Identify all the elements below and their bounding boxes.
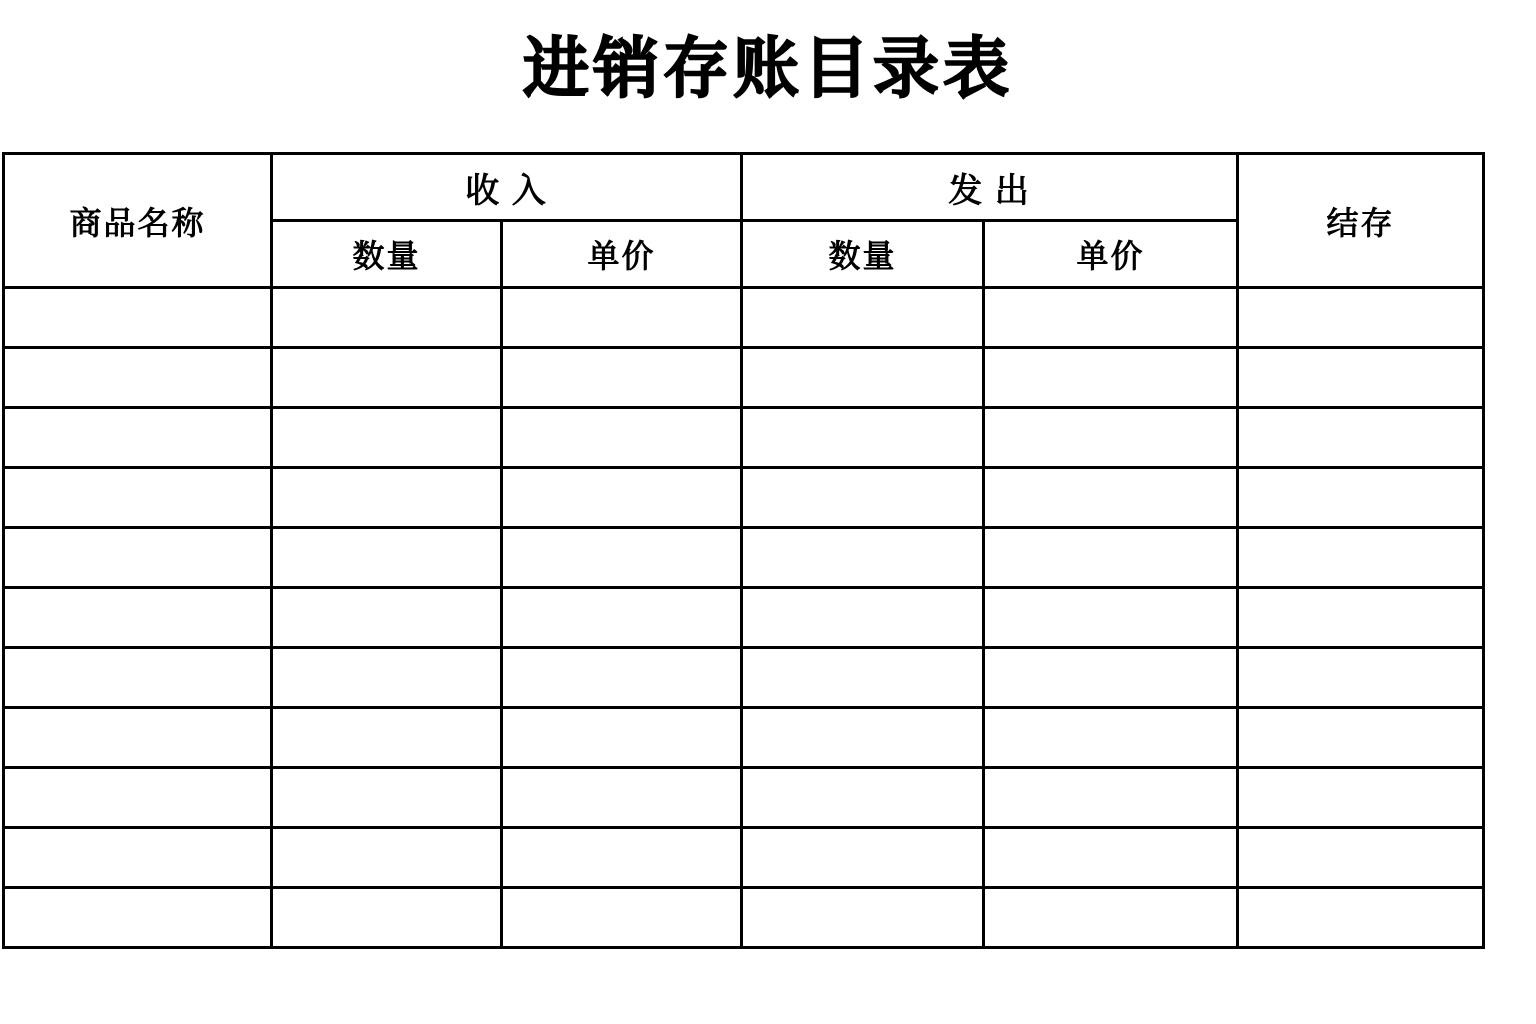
cell-outgo-qty[interactable] bbox=[742, 708, 984, 768]
ledger-table-container bbox=[2, 152, 1482, 949]
table-row bbox=[4, 528, 1484, 588]
table-body bbox=[4, 288, 1484, 948]
cell-outgo-qty[interactable] bbox=[742, 348, 984, 408]
cell-balance[interactable] bbox=[1238, 588, 1484, 648]
cell-outgo-qty[interactable] bbox=[742, 288, 984, 348]
cell-income-price[interactable] bbox=[502, 288, 742, 348]
cell-product-name[interactable] bbox=[4, 588, 272, 648]
cell-income-qty[interactable] bbox=[272, 348, 502, 408]
table-row bbox=[4, 288, 1484, 348]
cell-product-name[interactable] bbox=[4, 648, 272, 708]
cell-income-qty[interactable] bbox=[272, 828, 502, 888]
cell-product-name[interactable] bbox=[4, 708, 272, 768]
cell-product-name[interactable] bbox=[4, 828, 272, 888]
header-row-main bbox=[4, 154, 1484, 221]
cell-balance[interactable] bbox=[1238, 528, 1484, 588]
table-header bbox=[4, 154, 1484, 288]
cell-income-price[interactable] bbox=[502, 408, 742, 468]
header-outgo-qty: 数量 bbox=[742, 221, 984, 288]
cell-income-qty[interactable] bbox=[272, 648, 502, 708]
cell-income-price[interactable] bbox=[502, 768, 742, 828]
header-product-name: 商品名称 bbox=[4, 154, 272, 288]
cell-income-price[interactable] bbox=[502, 468, 742, 528]
cell-product-name[interactable] bbox=[4, 408, 272, 468]
cell-outgo-qty[interactable] bbox=[742, 648, 984, 708]
cell-income-price[interactable] bbox=[502, 588, 742, 648]
cell-income-price[interactable] bbox=[502, 888, 742, 948]
table-row bbox=[4, 348, 1484, 408]
cell-income-qty[interactable] bbox=[272, 528, 502, 588]
cell-outgo-qty[interactable] bbox=[742, 588, 984, 648]
cell-balance[interactable] bbox=[1238, 408, 1484, 468]
cell-outgo-qty[interactable] bbox=[742, 528, 984, 588]
cell-income-price[interactable] bbox=[502, 708, 742, 768]
table-row bbox=[4, 708, 1484, 768]
cell-balance[interactable] bbox=[1238, 348, 1484, 408]
cell-income-qty[interactable] bbox=[272, 288, 502, 348]
cell-outgo-price[interactable] bbox=[984, 288, 1238, 348]
cell-outgo-qty[interactable] bbox=[742, 408, 984, 468]
cell-product-name[interactable] bbox=[4, 888, 272, 948]
cell-outgo-qty[interactable] bbox=[742, 468, 984, 528]
cell-product-name[interactable] bbox=[4, 348, 272, 408]
cell-income-price[interactable] bbox=[502, 828, 742, 888]
cell-income-qty[interactable] bbox=[272, 708, 502, 768]
table-row bbox=[4, 888, 1484, 948]
cell-income-qty[interactable] bbox=[272, 888, 502, 948]
header-income: 收 入 bbox=[272, 154, 742, 221]
cell-outgo-price[interactable] bbox=[984, 408, 1238, 468]
header-income-qty: 数量 bbox=[272, 221, 502, 288]
cell-outgo-price[interactable] bbox=[984, 708, 1238, 768]
table-row bbox=[4, 828, 1484, 888]
cell-outgo-price[interactable] bbox=[984, 648, 1238, 708]
page-title: 进销存账目录表 bbox=[523, 30, 1013, 107]
cell-product-name[interactable] bbox=[4, 288, 272, 348]
cell-outgo-qty[interactable] bbox=[742, 888, 984, 948]
cell-product-name[interactable] bbox=[4, 528, 272, 588]
cell-income-qty[interactable] bbox=[272, 588, 502, 648]
cell-income-qty[interactable] bbox=[272, 768, 502, 828]
cell-outgo-price[interactable] bbox=[984, 828, 1238, 888]
table-row bbox=[4, 408, 1484, 468]
header-balance: 结存 bbox=[1238, 154, 1484, 288]
cell-outgo-price[interactable] bbox=[984, 528, 1238, 588]
ledger-table bbox=[2, 152, 1485, 949]
cell-income-price[interactable] bbox=[502, 528, 742, 588]
cell-outgo-price[interactable] bbox=[984, 468, 1238, 528]
cell-income-price[interactable] bbox=[502, 648, 742, 708]
table-row bbox=[4, 648, 1484, 708]
header-outgo: 发 出 bbox=[742, 154, 1238, 221]
table-row bbox=[4, 768, 1484, 828]
cell-outgo-qty[interactable] bbox=[742, 768, 984, 828]
cell-income-price[interactable] bbox=[502, 348, 742, 408]
cell-outgo-price[interactable] bbox=[984, 348, 1238, 408]
cell-balance[interactable] bbox=[1238, 768, 1484, 828]
cell-outgo-qty[interactable] bbox=[742, 828, 984, 888]
header-outgo-price: 单价 bbox=[984, 221, 1238, 288]
cell-balance[interactable] bbox=[1238, 288, 1484, 348]
cell-balance[interactable] bbox=[1238, 468, 1484, 528]
cell-balance[interactable] bbox=[1238, 648, 1484, 708]
cell-income-qty[interactable] bbox=[272, 408, 502, 468]
cell-balance[interactable] bbox=[1238, 888, 1484, 948]
cell-balance[interactable] bbox=[1238, 708, 1484, 768]
cell-product-name[interactable] bbox=[4, 468, 272, 528]
table-row bbox=[4, 468, 1484, 528]
cell-outgo-price[interactable] bbox=[984, 888, 1238, 948]
cell-product-name[interactable] bbox=[4, 768, 272, 828]
header-income-price: 单价 bbox=[502, 221, 742, 288]
cell-outgo-price[interactable] bbox=[984, 588, 1238, 648]
cell-income-qty[interactable] bbox=[272, 468, 502, 528]
table-row bbox=[4, 588, 1484, 648]
cell-balance[interactable] bbox=[1238, 828, 1484, 888]
cell-outgo-price[interactable] bbox=[984, 768, 1238, 828]
